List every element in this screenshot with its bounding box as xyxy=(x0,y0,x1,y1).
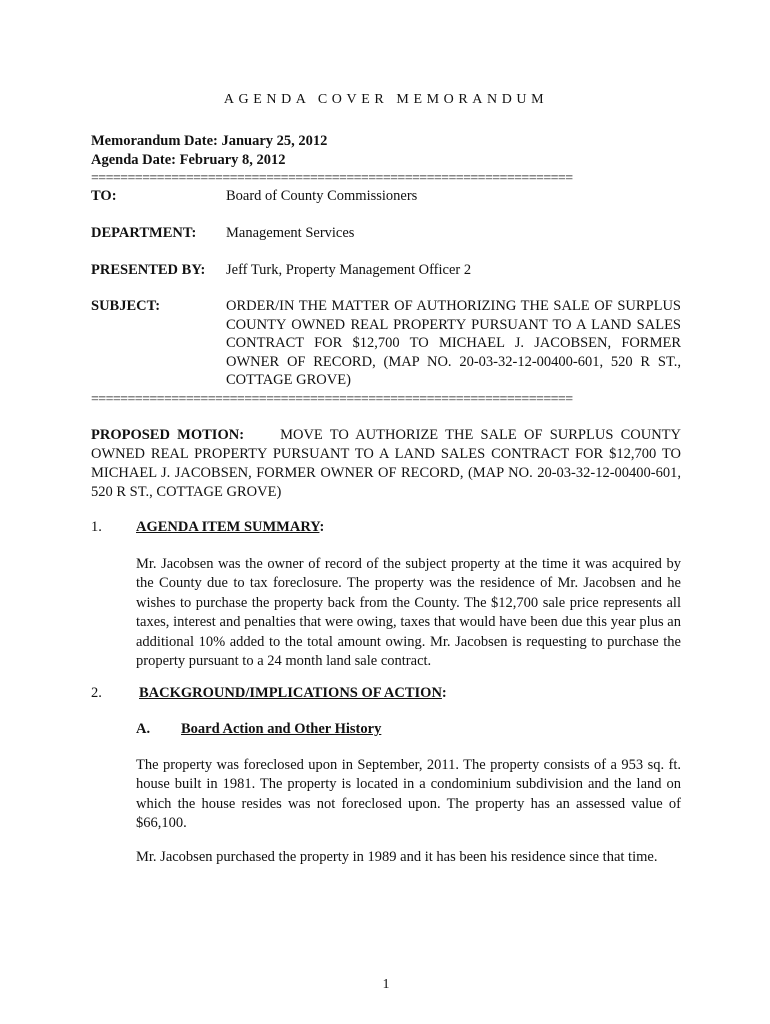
memorandum-date: Memorandum Date: January 25, 2012 xyxy=(91,133,328,149)
section-1-heading: AGENDA ITEM SUMMARY xyxy=(136,519,320,535)
presented-by-value: Jeff Turk, Property Management Officer 2 xyxy=(226,262,472,278)
subsection-a-letter: A. xyxy=(136,721,151,737)
subsection-a-heading: Board Action and Other History xyxy=(181,721,382,737)
memo-title: AGENDA COVER MEMORANDUM xyxy=(223,92,549,107)
proposed-motion-text: MOVE TO AUTHORIZE THE SALE OF SURPLUS COUNTY OWNED REAL PROPERTY PURSUANT TO A LAND SALES CONTRACT FOR $12,700 TO MICHAEL J. JACOBSEN, FORMER OWNER OF RECORD, (MAP NO. 20-03-32-12-00400-601, 520 R ST., COTTAGE GROVE) xyxy=(91,427,682,500)
separator-rule-bottom: ================================================================== xyxy=(91,393,573,407)
section-2-heading: BACKGROUND/IMPLICATIONS OF ACTION xyxy=(139,685,442,701)
proposed-motion-label: PROPOSED MOTION: xyxy=(91,427,245,443)
presented-by-label: PRESENTED BY: xyxy=(91,262,206,278)
subsection-a-paragraph-2: Mr. Jacobsen purchased the property in 1989 and it has been his residence since that time. xyxy=(136,849,658,865)
department-label: DEPARTMENT: xyxy=(91,225,197,241)
subject-value: ORDER/IN THE MATTER OF AUTHORIZING THE SALE OF SURPLUS COUNTY OWNED REAL PROPERTY PURSUANT TO A LAND SALES CONTRACT FOR $12,700 TO MICHAEL J. JACOBSEN, FORMER OWNER OF RECORD, (MAP NO. 20-03-32-12-00400-601, 520 R ST., COTTAGE GROVE) xyxy=(226,298,681,389)
subject-label: SUBJECT: xyxy=(91,298,161,314)
section-2-number: 2. xyxy=(91,685,102,701)
separator-rule-top: ================================================================== xyxy=(91,172,573,186)
section-1-heading-line xyxy=(136,518,324,536)
page-number: 1 xyxy=(382,977,390,992)
agenda-date: Agenda Date: February 8, 2012 xyxy=(91,152,286,168)
subsection-a-paragraph-1: The property was foreclosed upon in September, 2011. The property consists of a 953 sq. ft. house built in 1981. The property is located in a condominium subdivision and the land on which the house resides was not foreclosed upon. The property has an assessed value of $66,100. xyxy=(136,757,681,832)
proposed-motion xyxy=(91,426,681,502)
section-1-number: 1. xyxy=(91,519,102,535)
section-2-heading-line xyxy=(139,684,447,702)
to-value: Board of County Commissioners xyxy=(226,188,418,204)
section-1-body: Mr. Jacobsen was the owner of record of the subject property at the time it was acquired by the County due to tax foreclosure. The property was the residence of Mr. Jacobsen and he wishes to purchase the property back from the County. The $12,700 sale price represents all taxes, interest and penalties that were owing, taxes that would have been due this year plus an additional 10% added to the total amount owing. Mr. Jacobsen is requesting to purchase the property pursuant to a 24 month land sale contract. xyxy=(136,556,681,670)
department-value: Management Services xyxy=(226,225,355,241)
section-1-colon: : xyxy=(319,519,325,535)
to-label: TO: xyxy=(91,188,117,204)
section-2-colon: : xyxy=(441,685,447,701)
